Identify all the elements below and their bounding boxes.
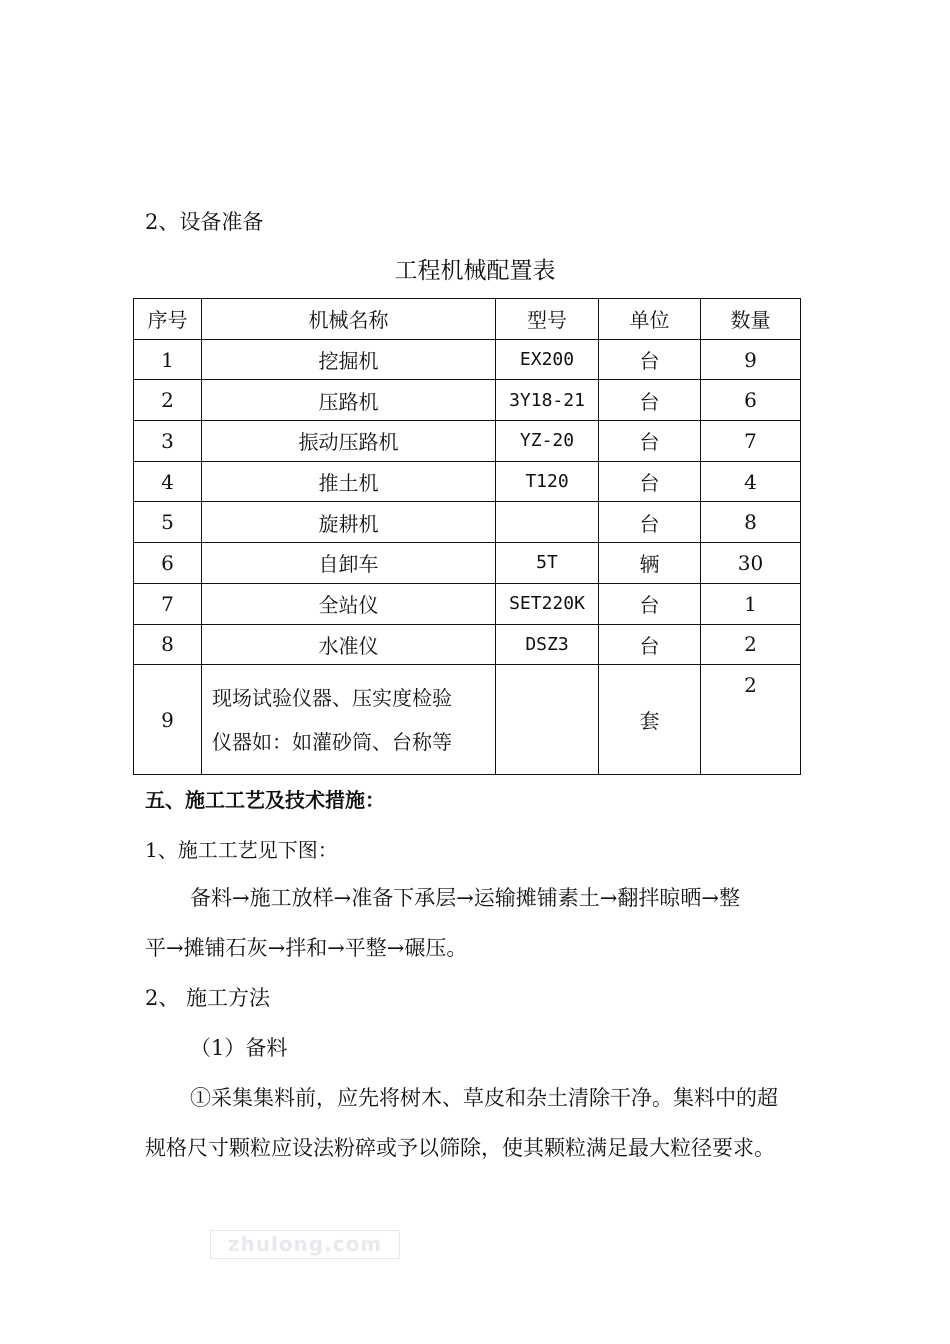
cell-model: YZ-20 <box>496 421 599 462</box>
process-flow-line: 平→摊铺石灰→拌和→平整→碾压。 <box>145 936 468 960</box>
cell-model <box>496 665 599 775</box>
table-row <box>134 461 801 502</box>
cell-name: 振动压路机 <box>202 421 496 462</box>
table-title: 工程机械配置表 <box>394 258 556 284</box>
table-row <box>134 543 801 584</box>
paragraph-process-intro: 1、施工工艺见下图： <box>145 838 338 862</box>
equipment-table <box>133 298 801 775</box>
paragraph-method-heading: 2、 施工方法 <box>145 986 271 1010</box>
paragraph-body-line: 规格尺寸颗粒应设法粉碎或予以筛除，使其颗粒满足最大粒径要求。 <box>145 1136 775 1160</box>
cell-qty: 2 <box>701 665 801 775</box>
table-row <box>134 502 801 543</box>
section-heading-construction: 五、施工工艺及技术措施： <box>145 788 385 812</box>
table-row <box>134 624 801 665</box>
header-unit: 单位 <box>599 299 701 340</box>
cell-model: 5T <box>496 543 599 584</box>
cell-unit: 台 <box>599 339 701 380</box>
cell-unit: 辆 <box>599 543 701 584</box>
cell-no: 4 <box>134 461 202 502</box>
cell-model: DSZ3 <box>496 624 599 665</box>
cell-no: 1 <box>134 339 202 380</box>
cell-unit: 台 <box>599 380 701 421</box>
cell-name: 自卸车 <box>202 543 496 584</box>
cell-name: 挖掘机 <box>202 339 496 380</box>
cell-unit: 台 <box>599 461 701 502</box>
process-flow-line: 备料→施工放样→准备下承层→运输摊铺素土→翻拌晾晒→整 <box>190 886 740 910</box>
table-row <box>134 339 801 380</box>
cell-model: 3Y18-21 <box>496 380 599 421</box>
header-qty: 数量 <box>701 299 801 340</box>
cell-model: EX200 <box>496 339 599 380</box>
cell-model: SET220K <box>496 583 599 624</box>
cell-model: T120 <box>496 461 599 502</box>
cell-no: 5 <box>134 502 202 543</box>
cell-name-line: 现场试验仪器、压实度检验 <box>212 685 452 710</box>
table-header-row <box>134 299 801 340</box>
cell-no: 2 <box>134 380 202 421</box>
cell-qty: 8 <box>701 502 801 543</box>
cell-qty: 30 <box>701 543 801 584</box>
cell-qty: 9 <box>701 339 801 380</box>
cell-no: 6 <box>134 543 202 584</box>
table-row <box>134 583 801 624</box>
watermark: zhulong.com <box>210 1230 400 1259</box>
cell-qty: 7 <box>701 421 801 462</box>
cell-qty: 2 <box>701 624 801 665</box>
cell-no: 3 <box>134 421 202 462</box>
cell-unit: 台 <box>599 624 701 665</box>
cell-model <box>496 502 599 543</box>
table-row <box>134 421 801 462</box>
paragraph-body-line: ①采集集料前，应先将树木、草皮和杂土清除干净。集料中的超 <box>190 1086 778 1110</box>
cell-name: 全站仪 <box>202 583 496 624</box>
cell-no: 8 <box>134 624 202 665</box>
table-row <box>134 380 801 421</box>
cell-name-line: 仪器如：如灌砂筒、台称等 <box>212 729 452 754</box>
cell-name: 水准仪 <box>202 624 496 665</box>
cell-no: 9 <box>134 665 202 775</box>
header-model: 型号 <box>496 299 599 340</box>
cell-unit: 台 <box>599 583 701 624</box>
section-heading-equipment: 2、设备准备 <box>145 210 264 234</box>
cell-no: 7 <box>134 583 202 624</box>
cell-qty: 4 <box>701 461 801 502</box>
cell-unit: 套 <box>599 665 701 775</box>
cell-name-multiline <box>202 665 496 775</box>
cell-qty: 1 <box>701 583 801 624</box>
cell-name: 压路机 <box>202 380 496 421</box>
cell-unit: 台 <box>599 421 701 462</box>
cell-name: 推土机 <box>202 461 496 502</box>
cell-name: 旋耕机 <box>202 502 496 543</box>
table-row <box>134 665 801 775</box>
paragraph-material-heading: （1）备料 <box>190 1036 288 1060</box>
cell-qty: 6 <box>701 380 801 421</box>
header-no: 序号 <box>134 299 202 340</box>
header-name: 机械名称 <box>202 299 496 340</box>
cell-unit: 台 <box>599 502 701 543</box>
